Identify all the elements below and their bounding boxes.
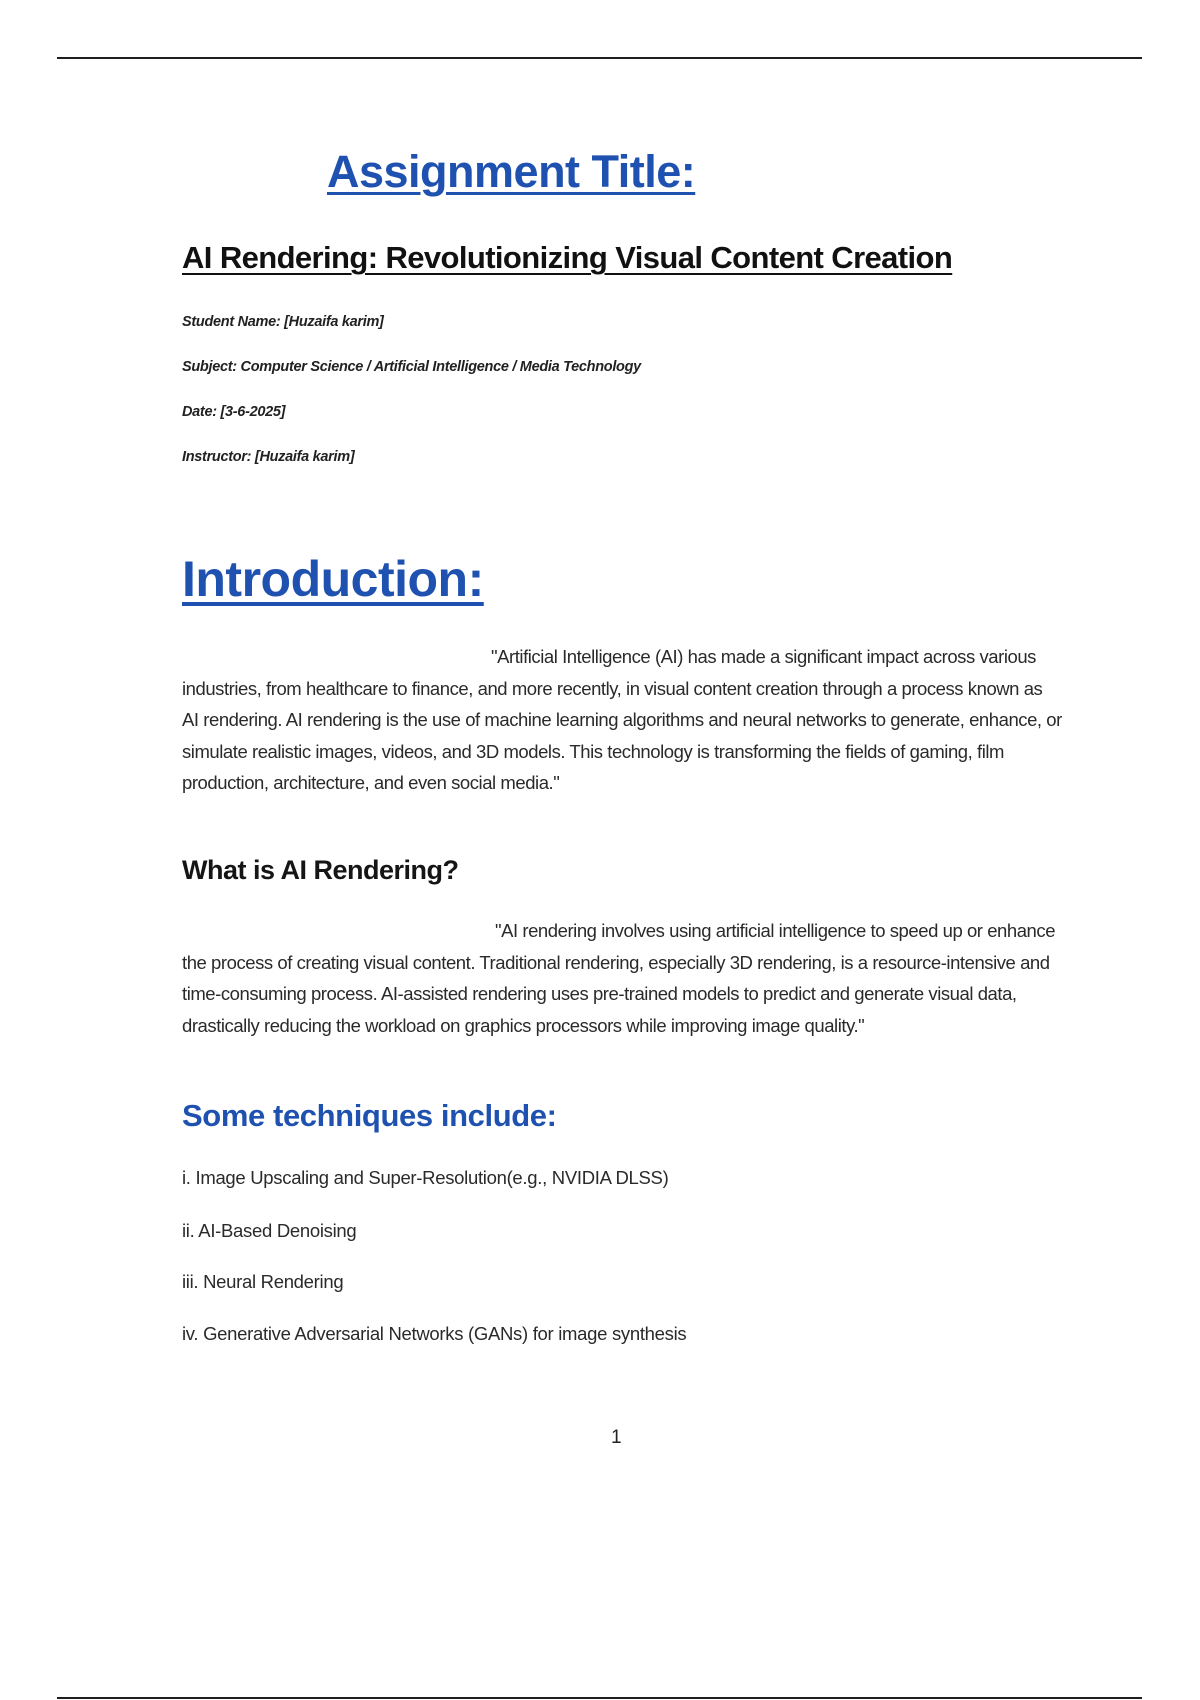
introduction-heading: Introduction: [182, 551, 484, 607]
student-name: Student Name: [Huzaifa karim] [182, 314, 384, 330]
list-item: iv. Generative Adversarial Networks (GANs) for image synthesis [182, 1323, 687, 1344]
what-is-ai-rendering-paragraph: "AI rendering involves using artificial intelligence to speed up or enhance the process of creating visual content. Traditional rendering, especially 3D rendering, is a resource-intensive and time-consuming process. AI-assisted rendering uses pre-trained models to predict and generate visual data, drastically reducing the workload on graphics processors while improving image quality." [182, 920, 1056, 1036]
techniques-heading: Some techniques include: [182, 1098, 557, 1133]
subject-line: Subject: Computer Science / Artificial Intelligence / Media Technology [182, 359, 641, 375]
bottom-page-rule [57, 1697, 1142, 1699]
document-title: AI Rendering: Revolutionizing Visual Content Creation [182, 240, 953, 275]
top-page-rule [57, 57, 1142, 59]
assignment-title-heading: Assignment Title: [327, 146, 696, 197]
list-item: ii. AI-Based Denoising [182, 1220, 357, 1241]
page-number: 1 [611, 1427, 622, 1448]
date-line: Date: [3-6-2025] [182, 404, 286, 420]
list-item: iii. Neural Rendering [182, 1271, 344, 1292]
instructor-line: Instructor: [Huzaifa karim] [182, 449, 355, 465]
list-item: i. Image Upscaling and Super-Resolution(e.g., NVIDIA DLSS) [182, 1167, 669, 1188]
introduction-paragraph: "Artificial Intelligence (AI) has made a significant impact across various industries, from healthcare to finance, and more recently, in visual content creation through a process known as AI rendering. AI rendering is the use of machine learning algorithms and neural networks to generate, enhance, or simulate realistic images, videos, and 3D models. This technology is transforming the fields of gaming, film production, architecture, and even social media." [182, 646, 1062, 793]
what-is-ai-rendering-heading: What is AI Rendering? [182, 855, 459, 885]
